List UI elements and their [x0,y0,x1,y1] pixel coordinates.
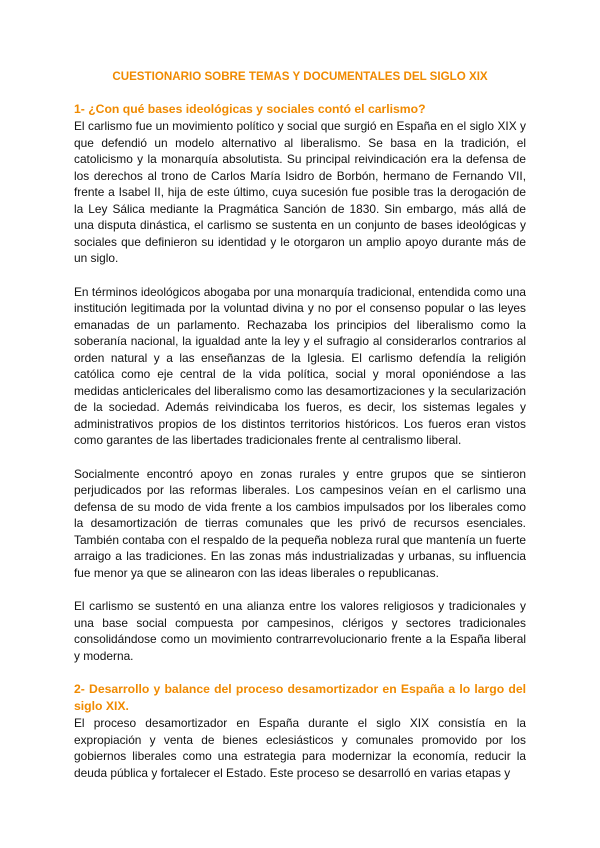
paragraph: El proceso desamortizador en España durante el siglo XIX consistía en la expropiación y venta de bienes eclesiásticos y comunales promovido por los gobiernos liberales como una estrategia para modernizar la economía, reducir la deuda pública y fortalecer el Estado. Este proceso se desarrolló en varias etapas y [74,716,526,780]
paragraph: El carlismo fue un movimiento político y social que surgió en España en el siglo XIX y que defendió un modelo alternativo al liberalismo. Se basa en la tradición, el catolicismo y la monarquía absolutista. Su principal reivindicación era la defensa de los derechos al trono de Carlos María Isidro de Borbón, hermano de Fernando VII, frente a Isabel II, hija de este último, cuya sucesión fue posible tras la derogación de la Ley Sálica mediante la Pragmática Sanción de 1830. Sin embargo, más allá de una disputa dinástica, el carlismo se sustenta en un conjunto de bases ideológicas y sociales que definieron su identidad y le otorgaron un amplio apoyo durante más de un siglo. [74,119,526,265]
question-heading: 1- ¿Con qué bases ideológicas y sociales contó el carlismo? [74,102,426,116]
paragraph: Socialmente encontró apoyo en zonas rurales y entre grupos que se sintieron perjudicados por las reformas liberales. Los campesinos veían en el carlismo una defensa de su modo de vida frente a los cambios impulsados por los liberales como la desamortización de tierras comunales que les privó de recursos esenciales. También contaba con el respaldo de la pequeña nobleza rural que mantenía un fuerte arraigo a las tradiciones. En las zonas más industrializadas y urbanas, su influencia fue menor ya que se alinearon con las ideas liberales o republicanas. [74,466,526,580]
section-carlismo [74,101,526,664]
question-heading: 2- Desarrollo y balance del proceso desamortizador en España a lo largo del siglo XIX. [74,682,526,713]
document-title: CUESTIONARIO SOBRE TEMAS Y DOCUMENTALES DEL SIGLO XIX [112,70,488,83]
paragraph: En términos ideológicos abogaba por una monarquía tradicional, entendida como una institución legitimada por la voluntad divina y no por el consenso popular o las leyes emanadas de un parlamento. Rechazaba los principios del liberalismo como la soberanía nacional, la igualdad ante la ley y el sufragio al considerarlos contrarios al orden natural y a las enseñanzas de la Iglesia. El carlismo defendía la religión católica como eje central de la vida política, social y moral oponiéndose a las medidas anticlericales del liberalismo como las desamortizaciones y la secularización de la sociedad. Además reivindicaba los fueros, es decir, los sistemas legales y administrativos propios de los distintos territorios históricos. Los fueros eran vistos como garantes de las libertades tradicionales frente al centralismo liberal. [74,284,526,447]
section-desamortizacion [74,681,526,781]
paragraph: El carlismo se sustentó en una alianza entre los valores religiosos y tradicionales y una base social compuesta por campesinos, clérigos y sectores tradicionales consolidándose como un movimiento contrarrevolucionario frente a la España liberal y moderna. [74,599,526,663]
document-page [74,68,526,781]
